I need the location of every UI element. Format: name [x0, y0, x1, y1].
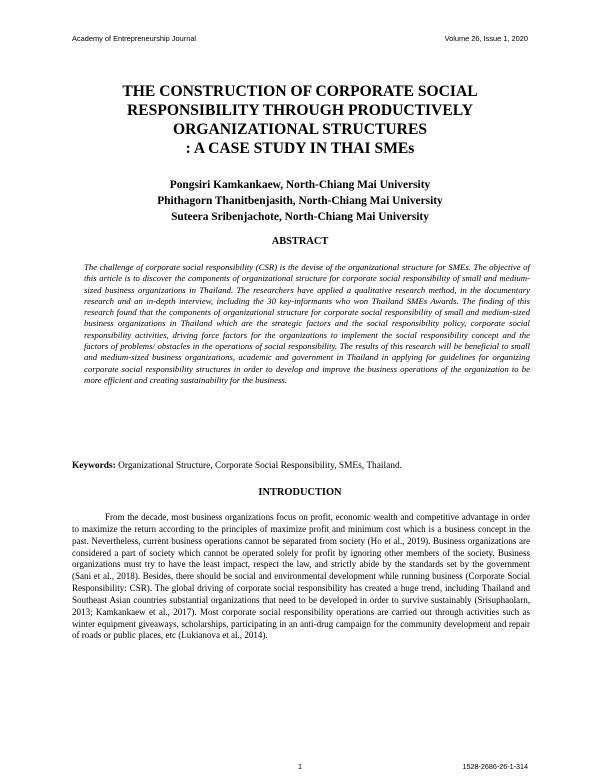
keywords-text: Organizational Structure, Corporate Social Responsibility, SMEs, Thailand. [115, 461, 402, 471]
running-header [72, 34, 528, 43]
author: Pongsiri Kamkankaew, North-Chiang Mai University [169, 179, 431, 191]
author: Suteera Sribenjachote, North-Chiang Mai University [171, 211, 429, 223]
article-id: 1528-2686-26-1-314 [462, 762, 528, 771]
paper-title [72, 82, 528, 158]
title-line: RESPONSIBILITY THROUGH PRODUCTIVELY [126, 102, 474, 119]
journal-name: Academy of Entrepreneurship Journal [72, 34, 197, 43]
page-number: 1 [298, 762, 302, 771]
introduction-text: From the decade, most business organizations focus on profit, economic wealth and competitive advantage in order to maximize the return according to the principles of maximize profit and minimum cost which is a business concept in the past. Nevertheless, current business operations cannot be separated from society (Ho et al., 2019). Business organizations are considered a part of society which cannot be operated solely for profit by ignoring other members of the society. Business organizations must try to have the least impact, respect the law, and strictly abide by the standards set by the government (Sani et al., 2018). Besides, there should be social and environmental development while running business (Corporate Social Responsibility: CSR). The global driving of corporate social responsibility has created a huge trend, including Thailand and Southeast Asian countries substantial organizations that need to be developed in order to survive sustainably (Srisuphaolarn, 2013; Kamkankaew et al., 2017). Most corporate social responsibility operations are carried out through activities such as winter equipment giveaways, scholarships, participating in an anti-drug campaign for the community development and repair of roads or public places, etc (Lukianova et al., 2014). [72, 512, 530, 641]
abstract-text: The challenge of corporate social responsibility (CSR) is the devise of the organizational structure for SMEs. The objective of this article is to discover the components of organizational structure for corporate social responsibility of small and medium-sized business organizations in Thailand. The researchers have applied a qualitative research method, in the documentary research and an in-depth interview, including the 30 key-informants who won Thailand SMEs Awards. The finding of this research found that the components of organizational structure for corporate social responsibility of small and medium-sized business organizations in Thailand which are the strategic factors and the social responsibility policy, corporate social responsibility activities, driving force factors for the organizations to implement the social responsibility concept and the factors of problems/ obstacles in the operations of social responsibility. The results of this research will be beneficial to small and medium-sized business organizations, academic and government in Thailand in applying for guidelines for organizing corporate social responsibility structures in order to develop and improve the business operations of the organization to be more efficient and creating sustainability for the business. [84, 262, 530, 385]
abstract-heading: ABSTRACT [271, 236, 329, 247]
keywords-label: Keywords: [72, 461, 116, 471]
title-line: THE CONSTRUCTION OF CORPORATE SOCIAL [122, 83, 478, 100]
title-line: : A CASE STUDY IN THAI SMEs [185, 140, 415, 157]
keywords [72, 461, 528, 471]
author-list [72, 177, 528, 225]
author: Phithagorn Thanitbenjasith, North-Chiang Mai University [157, 195, 443, 207]
title-line: ORGANIZATIONAL STRUCTURES [172, 121, 428, 138]
introduction-heading: INTRODUCTION [258, 487, 342, 498]
volume-issue: Volume 26, Issue 1, 2020 [444, 34, 528, 43]
